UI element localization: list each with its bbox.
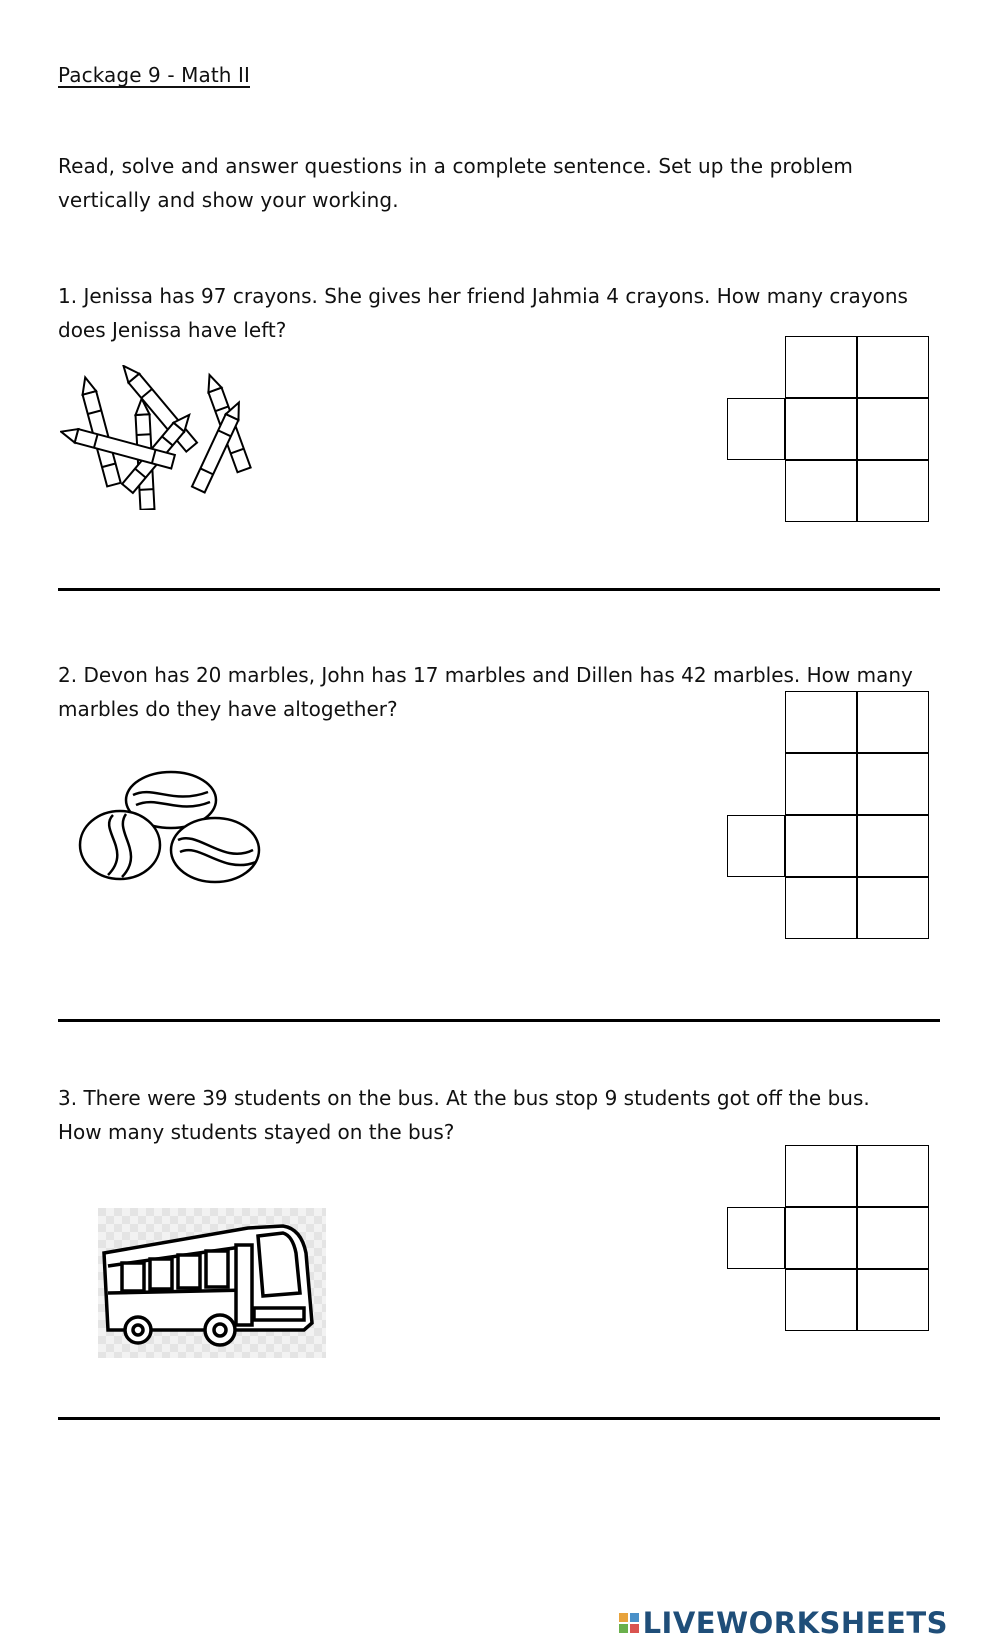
grid-cell[interactable] — [857, 398, 929, 460]
question-3-text: 3. There were 39 students on the bus. At the bus stop 9 students got off the bus. How many students stayed on the bus? — [58, 1086, 870, 1144]
grid-cell[interactable] — [857, 460, 929, 522]
logo-squares-icon — [619, 1613, 639, 1633]
grid-cell[interactable] — [727, 398, 785, 460]
grid-cell[interactable] — [857, 815, 929, 877]
grid-cell[interactable] — [727, 1207, 785, 1269]
grid-cell[interactable] — [785, 691, 857, 753]
bus-icon — [98, 1208, 326, 1358]
grid-cell[interactable] — [785, 1145, 857, 1207]
grid-cell[interactable] — [785, 1269, 857, 1331]
grid-cell[interactable] — [857, 336, 929, 398]
marbles-icon — [78, 770, 268, 885]
grid-cell[interactable] — [785, 460, 857, 522]
answer-grid-1 — [727, 336, 932, 526]
grid-cell[interactable] — [857, 691, 929, 753]
grid-cell[interactable] — [857, 753, 929, 815]
grid-cell[interactable] — [785, 336, 857, 398]
answer-line-3[interactable] — [58, 1417, 940, 1420]
grid-cell[interactable] — [785, 1207, 857, 1269]
grid-cell[interactable] — [785, 398, 857, 460]
logo-square — [619, 1613, 628, 1622]
page-title: Package 9 - Math II — [58, 63, 250, 87]
crayons-icon — [60, 365, 260, 510]
answer-grid-2 — [727, 691, 932, 943]
brand-text: LIVEWORKSHEETS — [642, 1606, 948, 1640]
answer-line-2[interactable] — [58, 1019, 940, 1022]
grid-cell[interactable] — [727, 815, 785, 877]
grid-cell[interactable] — [785, 815, 857, 877]
question-1-text: 1. Jenissa has 97 crayons. She gives her friend Jahmia 4 crayons. How many crayons does Jenissa have left? — [58, 284, 908, 342]
grid-cell[interactable] — [857, 1145, 929, 1207]
logo-square — [630, 1624, 639, 1633]
grid-cell[interactable] — [785, 753, 857, 815]
logo-square — [619, 1624, 628, 1633]
answer-line-1[interactable] — [58, 588, 940, 591]
question-2-text: 2. Devon has 20 marbles, John has 17 marbles and Dillen has 42 marbles. How many marbles do they have altogether? — [58, 663, 913, 721]
answer-grid-3 — [727, 1145, 932, 1335]
logo-square — [630, 1613, 639, 1622]
grid-cell[interactable] — [857, 1269, 929, 1331]
grid-cell[interactable] — [785, 877, 857, 939]
instructions: Read, solve and answer questions in a complete sentence. Set up the problem vertically and show your working. — [58, 154, 854, 212]
liveworksheets-logo — [619, 1606, 948, 1640]
grid-cell[interactable] — [857, 877, 929, 939]
grid-cell[interactable] — [857, 1207, 929, 1269]
